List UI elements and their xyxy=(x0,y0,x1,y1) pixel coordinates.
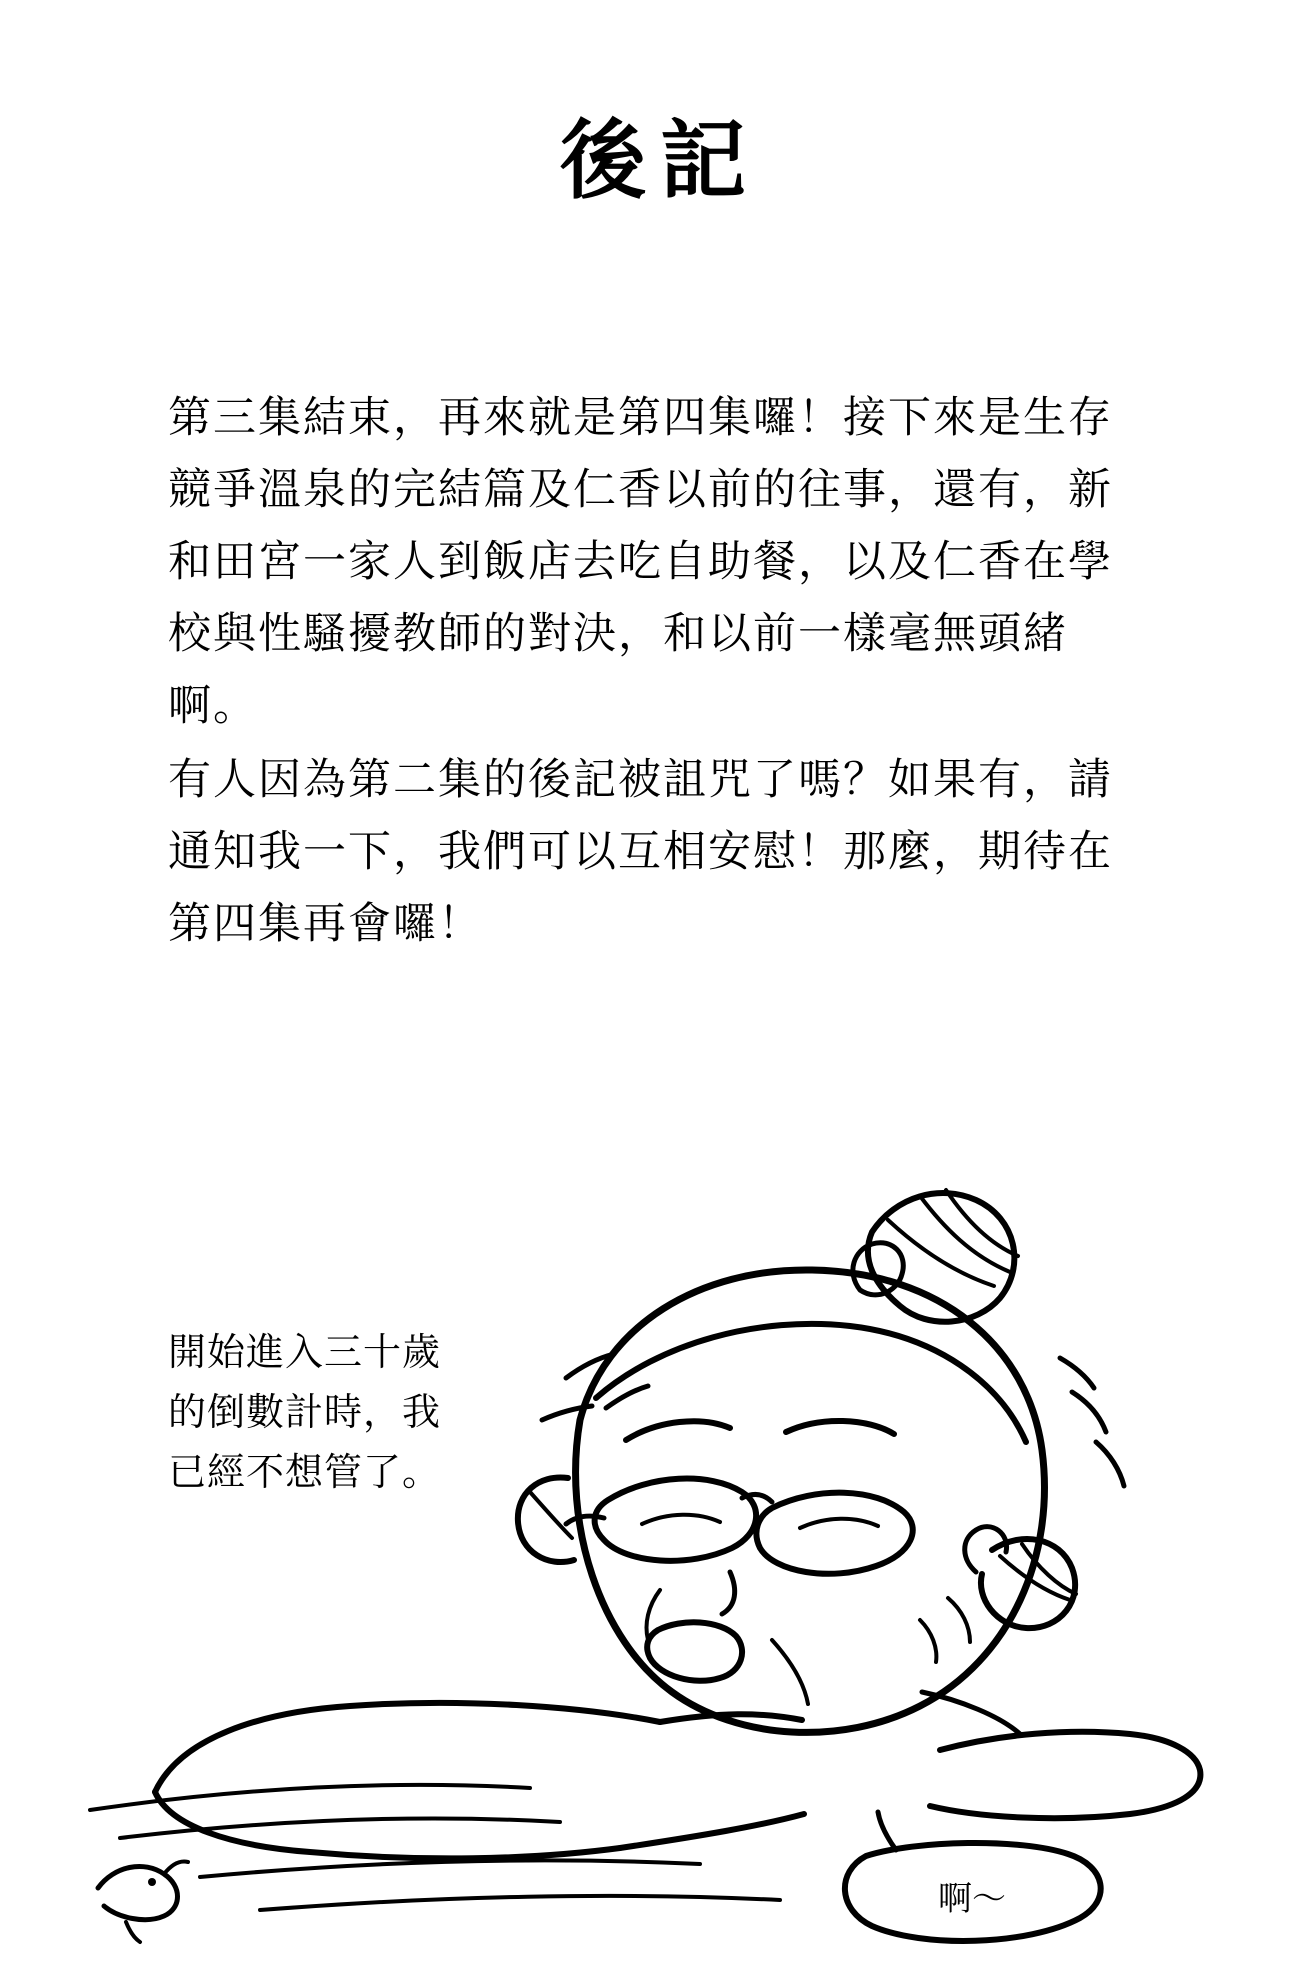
caption-line-3: 已經不想管了。 xyxy=(168,1450,442,1494)
afterword-illustration xyxy=(60,1120,1250,1950)
afterword-paragraph-1: 第三集結束，再來就是第四集囉！接下來是生存競爭溫泉的完結篇及仁香以前的往事，還有，新和田宮一家人到飯店去吃自助餐，以及仁香在學校與性騷擾教師的對決，和以前一樣毫無頭緒啊。 xyxy=(168,393,1113,731)
speech-bubble-text: 啊～ xyxy=(938,1879,1006,1919)
caption-line-1: 開始進入三十歲 xyxy=(168,1330,442,1374)
caption-line-2: 的倒數計時，我 xyxy=(168,1390,442,1434)
page-title: 後記 xyxy=(560,110,760,211)
afterword-body xyxy=(168,382,1128,960)
afterword-paragraph-2: 有人因為第二集的後記被詛咒了嗎？如果有，請通知我一下，我們可以互相安慰！那麼，期待在第四集再會囉！ xyxy=(168,755,1113,949)
